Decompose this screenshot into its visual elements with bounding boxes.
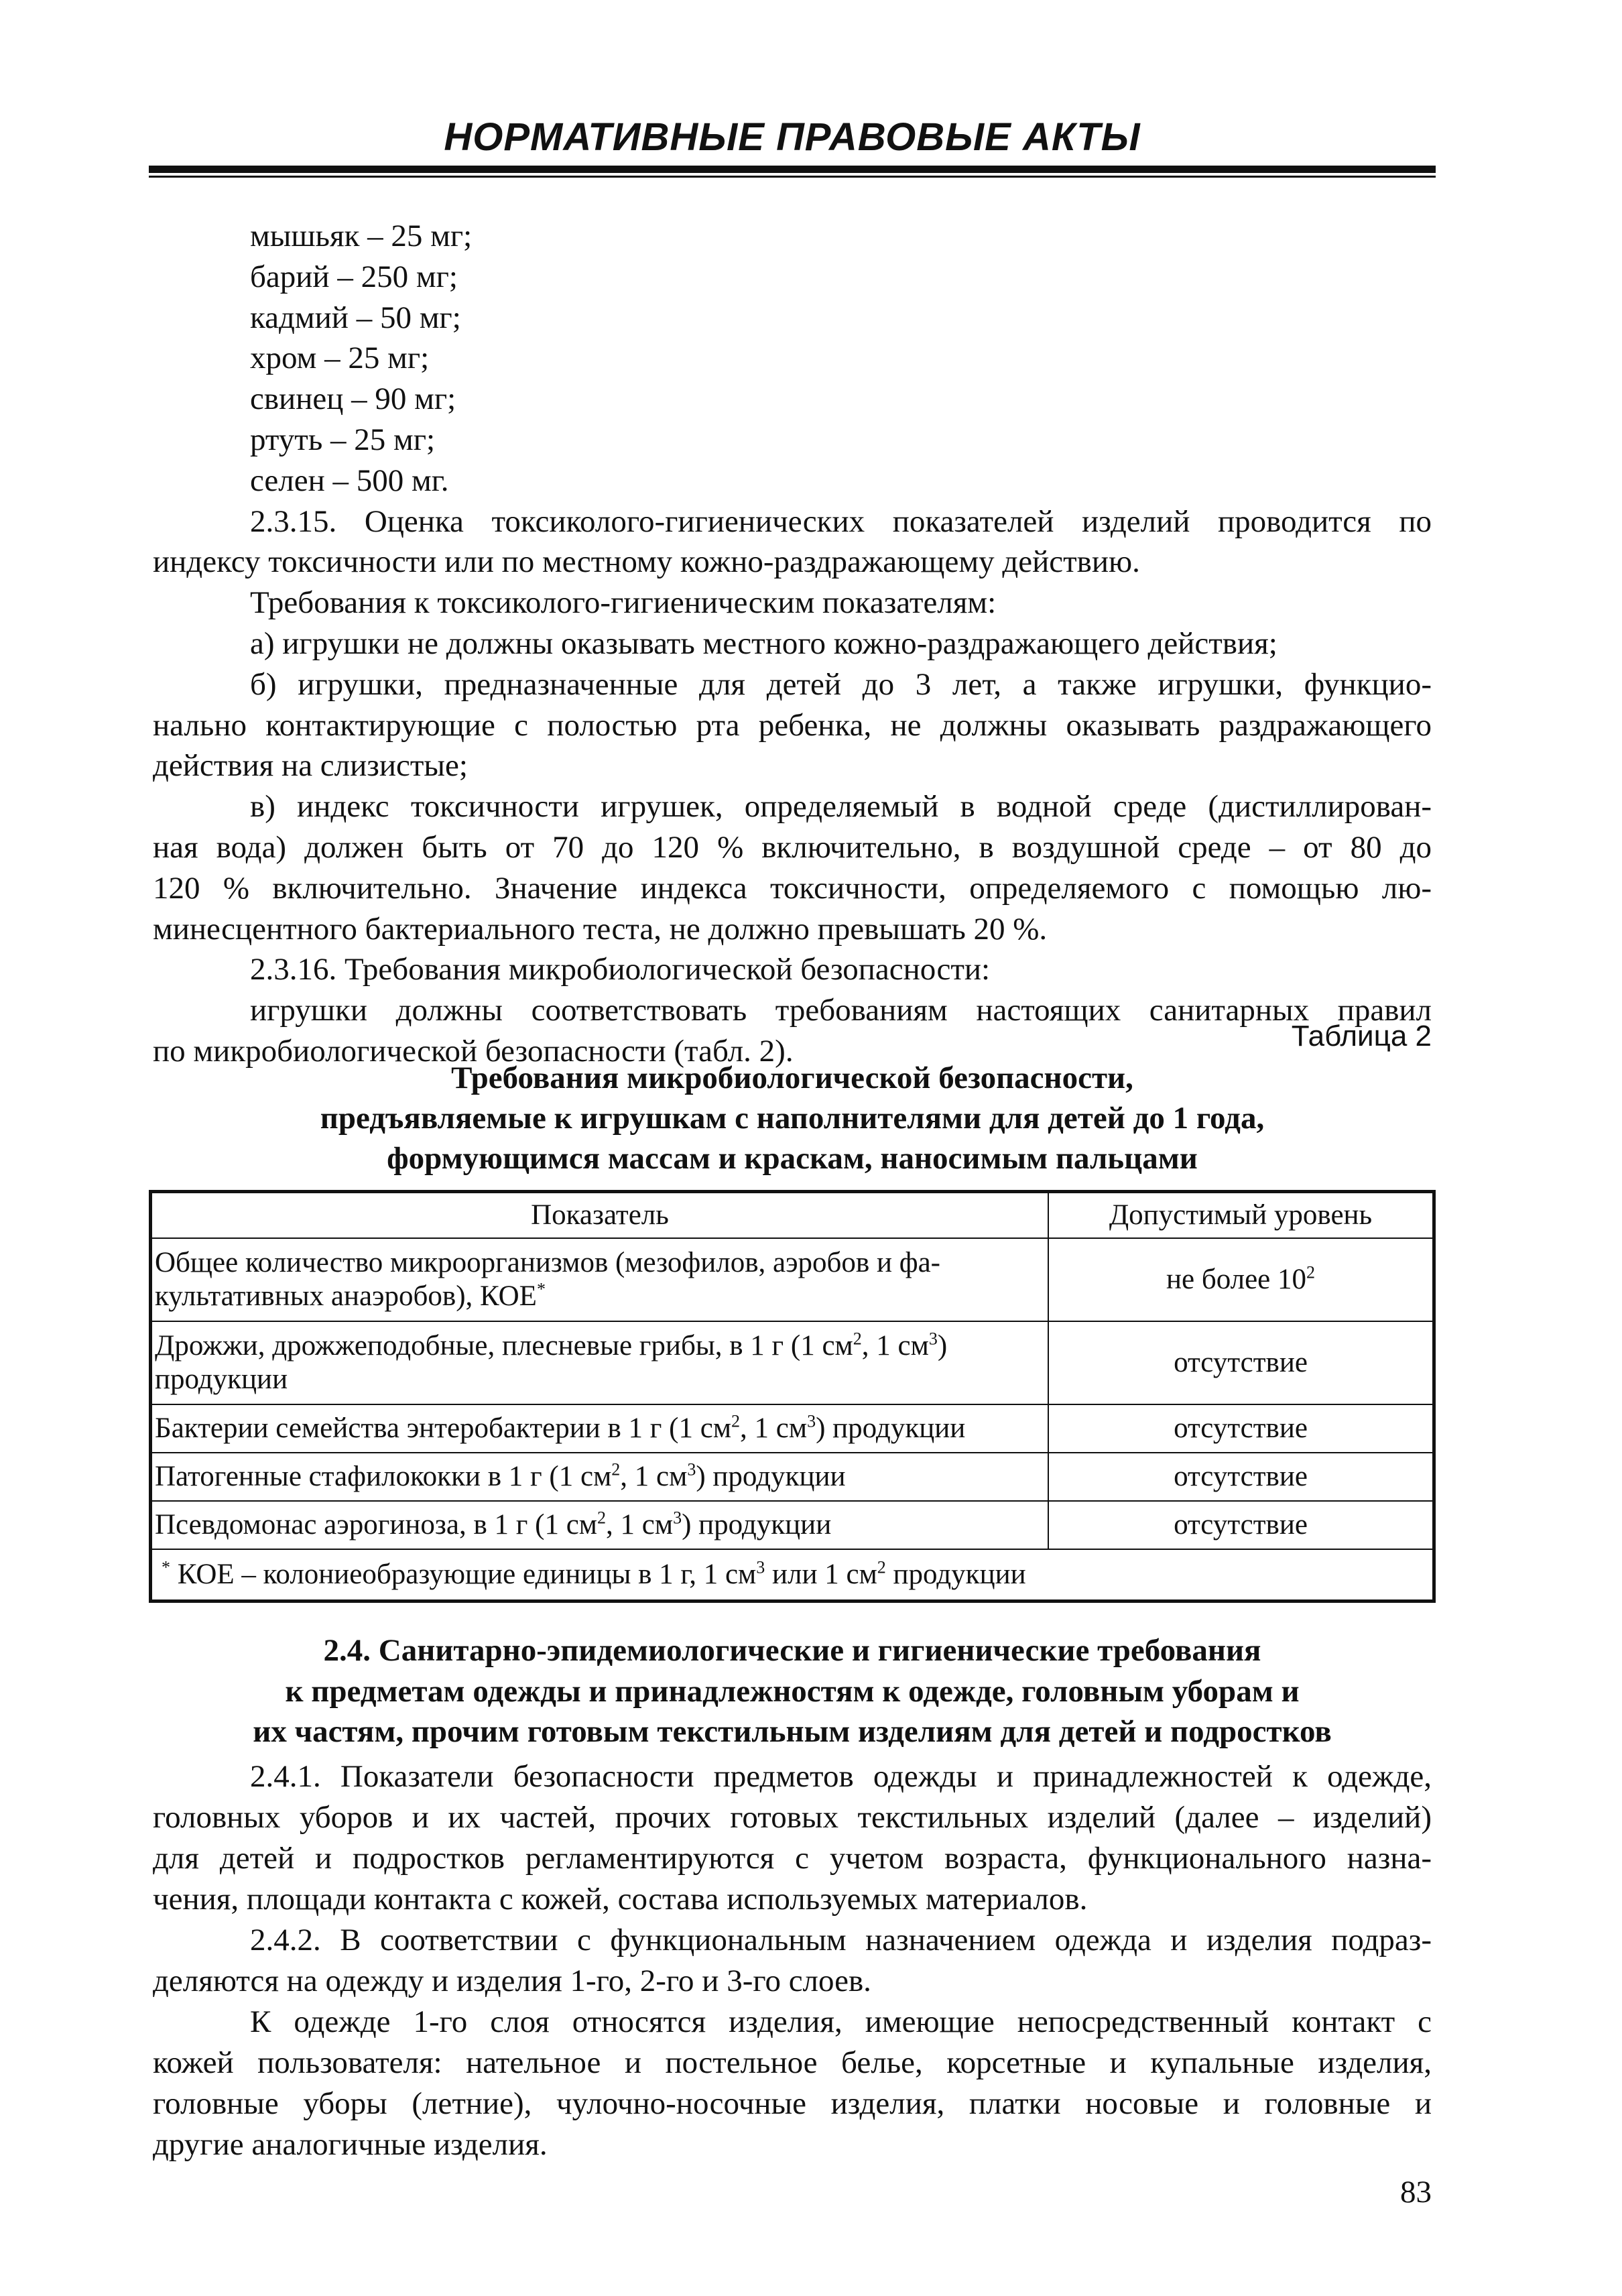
- table-title-line: Требования микробиологической безопасности,: [451, 1061, 1133, 1095]
- unit-exponent: 2: [611, 1459, 621, 1479]
- table-title-line: предъявляемые к игрушкам с наполнителями для детей до 1 года,: [320, 1101, 1265, 1136]
- page-number: 83: [1400, 2175, 1432, 2210]
- indicator-cell: [151, 1501, 1049, 1549]
- unit-exponent: 2: [597, 1508, 607, 1528]
- table-label: Таблица 2: [1291, 1020, 1432, 1052]
- requirements-intro: Требования к токсиколого-гигиеническим показателям:: [250, 585, 997, 621]
- footnote-mark: *: [536, 1279, 546, 1299]
- level-cell: отсутствие: [1048, 1321, 1434, 1404]
- body-text-top: [153, 216, 1432, 1072]
- indicator-text: , 1 см: [740, 1412, 808, 1444]
- indicator-cell: [151, 1321, 1049, 1404]
- paragraph-layer1-line: кожей пользователя: нательное и постельное белье, корсетные и купальные изделия,: [153, 2045, 1432, 2080]
- section-title-line: 2.4. Санитарно-эпидемиологические и гигиенические требования: [323, 1633, 1261, 1668]
- indicator-text: продукции: [155, 1364, 288, 1395]
- limit-item: барий – 250 мг;: [250, 259, 458, 294]
- unit-exponent: 2: [877, 1557, 886, 1577]
- microbiology-table: [149, 1190, 1436, 1603]
- indicator-text: , 1 см: [861, 1330, 929, 1362]
- table-header-row: [151, 1192, 1434, 1239]
- unit-exponent: 2: [853, 1329, 862, 1349]
- unit-exponent: 2: [731, 1411, 741, 1431]
- table-footnote-row: [151, 1549, 1434, 1602]
- table-row: [151, 1501, 1434, 1549]
- indicator-text: Дрожжи, дрожжеподобные, плесневые грибы, в 1 г (1 см: [155, 1330, 853, 1362]
- paragraph-layer1-line: К одежде 1-го слоя относятся изделия, имеющие непосредственный контакт с: [250, 2004, 1432, 2039]
- paragraph-2-3-15-line: 2.3.15. Оценка токсиколого-гигиенических показателей изделий проводится по: [250, 503, 1432, 539]
- footnote-text: или 1 см: [765, 1559, 877, 1590]
- unit-exponent: 3: [673, 1508, 682, 1528]
- indicator-cell: [151, 1453, 1049, 1501]
- limit-item: хром – 25 мг;: [250, 341, 430, 376]
- item-v-line: 120 % включительно. Значение индекса токсичности, определяемого с помощью лю-: [153, 870, 1432, 906]
- unit-exponent: 3: [687, 1459, 696, 1479]
- level-exponent: 2: [1306, 1262, 1316, 1282]
- section-title-line: к предметам одежды и принадлежностям к одежде, головным уборам и: [285, 1673, 1300, 1709]
- paragraph-2-4-2-line: 2.4.2. В соответствии с функциональным назначением одежда и изделия подраз-: [250, 1923, 1432, 1957]
- paragraph-layer1-line: головные уборы (летние), чулочно-носочные изделия, платки носовые и головные и: [153, 2086, 1432, 2121]
- indicator-text: Псевдомонас аэрогиноза, в 1 г (1 см: [155, 1509, 598, 1540]
- header-rule-thin: [149, 176, 1436, 178]
- item-v-line: ная вода) должен быть от 70 до 120 % включительно, в воздушной среде – от 80 до: [153, 829, 1432, 865]
- section-2-4-title: [153, 1630, 1432, 1752]
- item-v-line: в) индекс токсичности игрушек, определяемый в водной среде (дистиллирован-: [250, 789, 1432, 825]
- footnote-text: продукции: [885, 1559, 1026, 1590]
- item-b-line: нально контактирующие с полостью рта ребенка, не должны оказывать раздражающего: [153, 707, 1432, 743]
- item-b-line: действия на слизистые;: [153, 748, 468, 784]
- paragraph-2-4-2-line: деляются на одежду и изделия 1-го, 2-го и 3-го слоев.: [153, 1963, 871, 1998]
- column-header-level: Допустимый уровень: [1048, 1192, 1434, 1239]
- indicator-text: ): [937, 1330, 948, 1362]
- paragraph-2-4-1-line: для детей и подростков регламентируются с учетом возраста, функционального назна-: [153, 1841, 1432, 1876]
- table-row: [151, 1238, 1434, 1321]
- section-title-line: их частям, прочим готовым текстильным изделиям для детей и подростков: [253, 1714, 1332, 1749]
- indicator-text: Патогенные стафилококки в 1 г (1 см: [155, 1461, 612, 1492]
- indicator-text: ) продукции: [696, 1461, 846, 1492]
- header-rule-thick: [149, 166, 1436, 173]
- item-v-line: минесцентного бактериального теста, не должно превышать 20 %.: [153, 911, 1048, 947]
- level-cell: [1048, 1238, 1434, 1321]
- indicator-text: ) продукции: [816, 1412, 966, 1444]
- body-text-bottom: [153, 1756, 1432, 2165]
- running-header: НОРМАТИВНЫЕ ПРАВОВЫЕ АКТЫ: [444, 115, 1141, 159]
- level-cell: отсутствие: [1048, 1404, 1434, 1453]
- level-cell: отсутствие: [1048, 1501, 1434, 1549]
- limit-item: ртуть – 25 мг;: [250, 422, 436, 457]
- unit-exponent: 3: [756, 1557, 765, 1577]
- indicator-cell: [151, 1238, 1049, 1321]
- paragraph-2-4-1-line: чения, площади контакта с кожей, состава используемых материалов.: [153, 1882, 1088, 1917]
- table-row: [151, 1404, 1434, 1453]
- limit-item: кадмий – 50 мг;: [250, 300, 461, 335]
- unit-exponent: 3: [807, 1411, 816, 1431]
- level-cell: отсутствие: [1048, 1453, 1434, 1501]
- indicator-text: ) продукции: [682, 1509, 832, 1540]
- table-row: [151, 1453, 1434, 1501]
- indicator-text: Общее количество микроорганизмов (мезофилов, аэробов и фа-: [155, 1247, 941, 1278]
- table-title-line: формующимся массам и краскам, наносимым пальцами: [387, 1141, 1198, 1176]
- indicator-text: , 1 см: [606, 1509, 674, 1540]
- paragraph-2-3-15-line: индексу токсичности или по местному кожно-раздражающему действию.: [153, 544, 1140, 580]
- paragraph-2-4-1-line: 2.4.1. Показатели безопасности предметов одежды и принадлежностей к одежде,: [250, 1759, 1432, 1794]
- footnote-text: КОЕ – колониеобразующие единицы в 1 г, 1 см: [170, 1559, 757, 1590]
- item-a: а) игрушки не должны оказывать местного кожно-раздражающего действия;: [250, 625, 1277, 661]
- item-b-line: б) игрушки, предназначенные для детей до 3 лет, а также игрушки, функцио-: [250, 666, 1432, 702]
- indicator-cell: [151, 1404, 1049, 1453]
- column-header-indicator: Показатель: [151, 1192, 1049, 1239]
- unit-exponent: 3: [928, 1329, 938, 1349]
- paragraph-2-3-16-line: игрушки должны соответствовать требованиям настоящих санитарных правил: [250, 993, 1432, 1028]
- paragraph-2-4-1-line: головных уборов и их частей, прочих готовых текстильных изделий (далее – изделий): [153, 1800, 1432, 1835]
- table-footnote: [151, 1549, 1434, 1602]
- indicator-text: Бактерии семейства энтеробактерии в 1 г (1 см: [155, 1412, 732, 1444]
- level-text: не более 10: [1166, 1264, 1307, 1295]
- limit-item: мышьяк – 25 мг;: [250, 219, 473, 253]
- table-row: [151, 1321, 1434, 1404]
- indicator-text: , 1 см: [620, 1461, 688, 1492]
- limit-item: свинец – 90 мг;: [250, 381, 456, 417]
- paragraph-2-3-16: 2.3.16. Требования микробиологической безопасности:: [250, 952, 991, 987]
- footnote-mark: *: [162, 1557, 170, 1577]
- indicator-text: культативных анаэробов), КОЕ: [155, 1280, 537, 1312]
- limit-item: селен – 500 мг.: [250, 463, 449, 498]
- paragraph-layer1-line: другие аналогичные изделия.: [153, 2127, 548, 2162]
- paragraph-2-3-16-line: по микробиологической безопасности (табл. 2).: [153, 1033, 794, 1069]
- table-title: [153, 1058, 1432, 1179]
